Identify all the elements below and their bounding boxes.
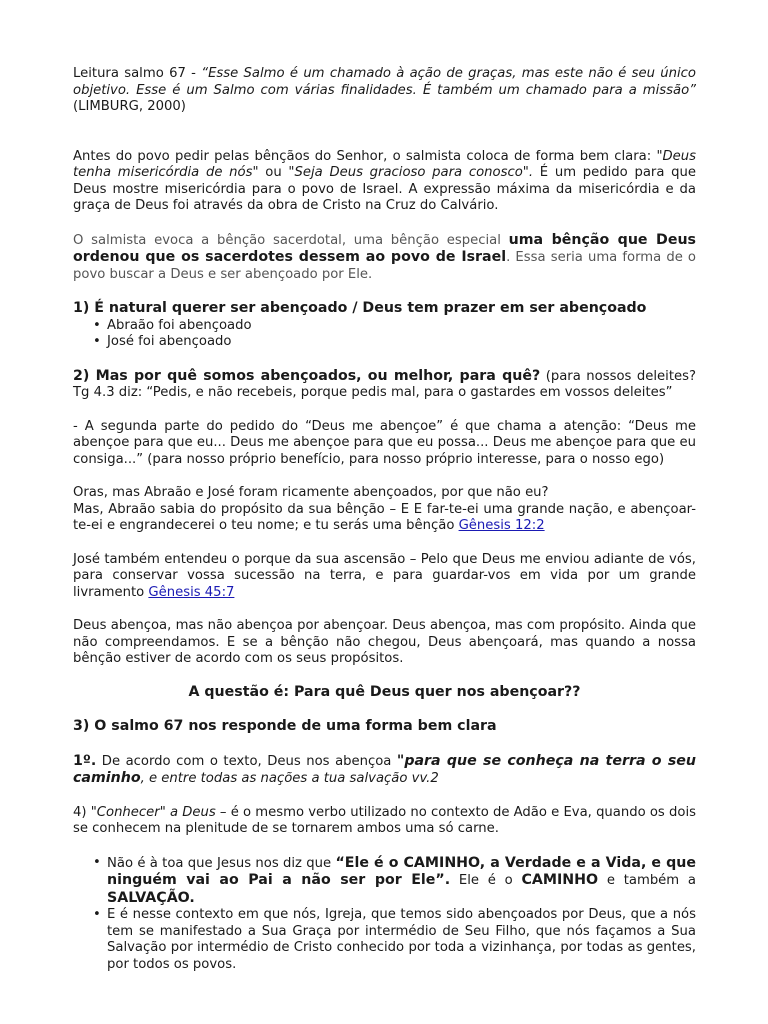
ego-paragraph: - A segunda parte do pedido do “Deus me abençoe” é que chama a atenção: “Deus me abençoe para que eu... Deus me abençoe para que eu possa... Deus me abençoe para que eu consiga...” (para nosso próprio benefício, para nosso próprio interesse, para o nosso ego) bbox=[73, 418, 696, 467]
mercy-paragraph: Antes do povo pedir pelas bênçãos do Senhor, o salmista coloca de forma bem clara: "Deus tenha misericórdia de nós" ou "Seja Deus gracioso para conosco". É um pedido para que Deus mostre misericórdia para o povo de Israel. A expressão máxima da misericórdia e da graça de Deus foi através da obra de Cristo na Cruz do Calvário. bbox=[73, 148, 696, 213]
point-4-paragraph: 4) "Conhecer" a Deus – é o mesmo verbo utilizado no contexto de Adão e Eva, quando os dois se conhecem na plenitude de se tornarem ambos uma só carne. bbox=[73, 804, 696, 836]
point-1-paragraph: 1º. De acordo com o texto, Deus nos abençoa "para que se conheça na terra o seu caminho, e entre todas as nações a tua salvação vv.2 bbox=[73, 752, 696, 786]
list-item: • E é nesse contexto em que nós, Igreja, que temos sido abençoados por Deus, que a nós tem se manifestado a Sua Graça por intermédio de Seu Filho, que nós façamos a Sua Salvação por intermédio de Cristo conhecido por toda a vizinhança, por todas as gentes, por todos os povos. bbox=[73, 907, 696, 973]
priestly-blessing-bold: uma bênção que Deus ordenou que os sacerdotes dessem ao povo de Israel bbox=[73, 231, 696, 265]
central-question: A questão é: Para quê Deus quer nos abençoar?? bbox=[188, 683, 581, 700]
section-1-heading: 1) É natural querer ser abençoado / Deus tem prazer em ser abençoado bbox=[73, 300, 647, 316]
intro-lead: Leitura salmo 67 - bbox=[73, 66, 202, 81]
mercy-quote-2: "Seja Deus gracioso para conosco". bbox=[288, 165, 534, 180]
purpose-paragraph: Deus abençoa, mas não abençoa por abençoar. Deus abençoa, mas com propósito. Ainda que não compreendamos. E se a bênção não chegou, Deus abençoará, mas quando a nossa bênção estiver de acordo com os seus propósitos. bbox=[73, 618, 696, 666]
abraham-paragraph: Mas, Abraão sabia do propósito da sua bênção – E E far-te-ei uma grande nação, e abençoar-te-ei e engrandecerei o teu nome; e tu serás uma bênção Gênesis 12:2 bbox=[73, 501, 696, 533]
genesis-45-7-link[interactable]: Gênesis 45:7 bbox=[148, 584, 235, 600]
joseph-paragraph: José também entendeu o porque da sua ascensão – Pelo que Deus me enviou adiante de vós, para conservar vossa sucessão na terra, e para guardar-vos em vida por um grande livramento Gênesis 45:7 bbox=[73, 551, 696, 600]
conclusion-list bbox=[73, 855, 696, 974]
list-item: • Não é à toa que Jesus nos diz que “Ele é o CAMINHO, a Verdade e a Vida, e que ninguém vai ao Pai a não ser por Ele”. Ele é o CAMINHO e também a SALVAÇÃO. bbox=[73, 855, 696, 908]
document-page bbox=[73, 66, 696, 973]
intro-paragraph bbox=[73, 66, 696, 116]
genesis-12-2-link[interactable]: Gênesis 12:2 bbox=[458, 518, 545, 533]
section-2-paragraph: 2) Mas por quê somos abençoados, ou melhor, para quê? (para nossos deleites? Tg 4.3 diz: “Pedis, e não recebeis, porque pedis mal, para o gastardes em vossos deleites” bbox=[73, 367, 696, 400]
mercy-quote-1: "Deus tenha misericórdia de nós" bbox=[73, 148, 696, 180]
abraham-question: Oras, mas Abraão e José foram ricamente abençoados, por que não eu? bbox=[73, 485, 549, 500]
intro-quote: “Esse Salmo é um chamado à ação de graças, mas este não é seu único objetivo. Esse é um Salmo com várias finalidades. É também um chamado para a missão” bbox=[73, 66, 697, 98]
list-item: • Abraão foi abençoado bbox=[73, 318, 696, 335]
priestly-blessing-paragraph: O salmista evoca a bênção sacerdotal, uma bênção especial uma bênção que Deus ordenou que os sacerdotes dessem ao povo de Israel. Essa seria uma forma de o povo buscar a Deus e ser abençoado por Ele. bbox=[73, 231, 696, 282]
intro-citation: (LIMBURG, 2000) bbox=[73, 99, 186, 114]
section-3-heading: 3) O salmo 67 nos responde de uma forma bem clara bbox=[73, 718, 497, 734]
list-item: • José foi abençoado bbox=[73, 334, 696, 351]
section-1-list bbox=[73, 318, 696, 351]
section-2-heading: 2) Mas por quê somos abençoados, ou melhor, para quê? bbox=[73, 367, 541, 384]
